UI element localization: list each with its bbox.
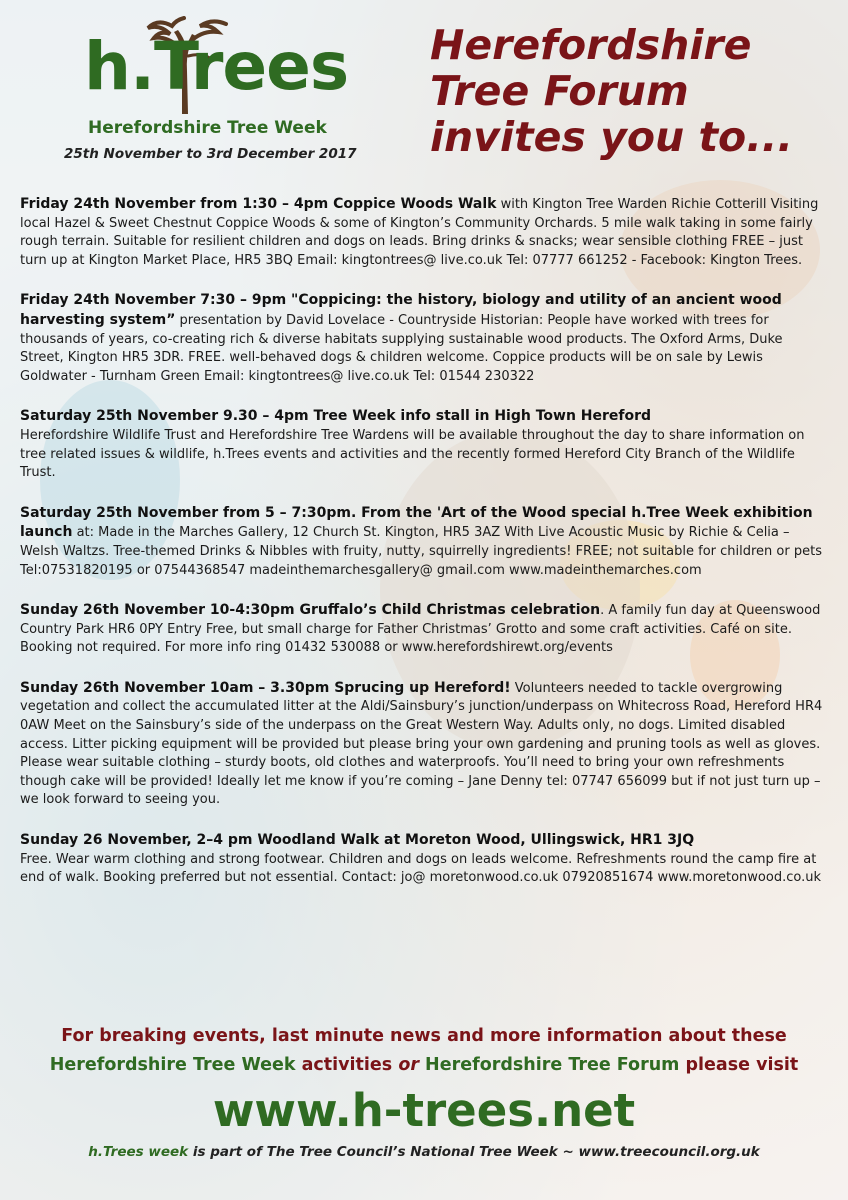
event-item xyxy=(20,504,826,580)
event-body: Volunteers needed to tackle overgrowing vegetation and collect the accumulated litter at the Aldi/Sainsbury’s junction/underpass on Whitecross Road, Hereford HR4 0AW Meet on the Sainsbury’s side of the underpass on the Great Western Way. Adults only, no dogs. Limited disabled access. Litter picking equipment will be provided but please bring your own gardening and pruning tools as well as gloves. Please wear suitable clothing – sturdy boots, old clothes and waterproofs. You’ll need to bring your own refreshments though cake will be provided! Ideally let me know if you’re coming – Jane Denny tel: 07747 656099 but if not just turn up – we look forward to seeing you. xyxy=(20,680,823,808)
logo-dates: 25th November to 3rd December 2017 xyxy=(64,146,357,162)
tagline-text: is part of The Tree Council’s National Tree Week ~ www.treecouncil.org.uk xyxy=(188,1144,760,1160)
event-item xyxy=(20,407,826,482)
forum-heading-line: Herefordshire xyxy=(430,21,752,69)
event-body: presentation by David Lovelace - Countryside Historian: People have worked with trees for thousands of years, co-creating rich & diverse habitats supplying sustainable wood products. The Oxford Arms, Duke Street, Kington HR5 3DR. FREE. well-behaved dogs & children welcome. Coppice products will be on sale by Lewis Goldwater - Turnham Green Email: kingtontrees@ live.co.uk Tel: 01544 230322 xyxy=(20,312,783,384)
event-heading: Sunday 26th November 10-4:30pm Gruffalo’s Child Christmas celebration xyxy=(20,602,601,619)
event-heading: Saturday 25th November from 5 – 7:30pm. From the 'Art of the Wood special h.Tree Week exhibition launch xyxy=(20,504,813,541)
events-list xyxy=(20,195,826,909)
footer-tagline xyxy=(0,1144,848,1160)
event-heading: Sunday 26 November, 2–4 pm Woodland Walk at Moreton Wood, Ullingswick, HR1 3JQ xyxy=(20,832,695,849)
footer-line-1: For breaking events, last minute news and more information about these xyxy=(61,1026,787,1046)
forum-heading-line: invites you to... xyxy=(430,113,793,161)
website-link[interactable]: www.h-trees.net xyxy=(212,1084,636,1137)
footer-or: or xyxy=(398,1055,419,1075)
footer-line-2 xyxy=(0,1051,848,1080)
event-body: with Kington Tree Warden Richie Cotterill Visiting local Hazel & Sweet Chestnut Coppice Woods & some of Kington’s Community Orchards. 5 mile walk taking in some fairly rough terrain. Suitable for resilient children and dogs on leads. Bring drinks & snacks; wear sensible clothing FREE – just turn up at Kington Market Place, HR5 3BQ Email: kingtontrees@ live.co.uk Tel: 07777 661252 - Facebook: Kington Trees. xyxy=(20,197,819,268)
footer-text: please visit xyxy=(679,1055,799,1075)
event-body: . A family fun day at Queenswood Country Park HR6 0PY Entry Free, but small charge for Father Christmas’ Grotto and some craft activities. Café on site. Booking not required. For more info ring 01432 530088 or www.herefordshirewt.org/events xyxy=(20,603,821,656)
event-heading: Sunday 26th November 10am – 3.30pm Sprucing up Hereford! xyxy=(20,679,511,696)
event-body: Free. Wear warm clothing and strong footwear. Children and dogs on leads welcome. Refreshments round the camp fire at end of walk. Booking preferred but not essential. Contact: jo@ moretonwood.co.uk 07920851674 www.moretonwood.co.uk xyxy=(20,851,821,886)
event-heading: Friday 24th November 7:30 – 9pm "Coppicing: the history, biology and utility of an ancient wood harvesting system” xyxy=(20,292,782,328)
event-item xyxy=(20,291,826,386)
footer-tree-week: Herefordshire Tree Week xyxy=(49,1055,296,1075)
tagline-brand: h.Trees week xyxy=(88,1144,189,1160)
forum-heading xyxy=(430,22,840,160)
event-item xyxy=(20,195,826,270)
event-item xyxy=(20,601,826,658)
logo-wordmark: h.Trees xyxy=(84,28,349,105)
footer-tree-forum: Herefordshire Tree Forum xyxy=(418,1055,680,1075)
event-body: at: Made in the Marches Gallery, 12 Church St. Kington, HR5 3AZ With Live Acoustic Music by Richie & Celia – Welsh Waltzs. Tree-themed Drinks & Nibbles with fruity, nutty, squirrelly ingredients! FREE; not suitable for children or pets Tel:07531820195 or 07544368547 madeinthemarchesgallery@ gmail.com www.madeinthemarches.com xyxy=(20,525,822,578)
event-body: Herefordshire Wildlife Trust and Herefordshire Tree Wardens will be available throughout the day to share information on tree related issues & wildlife, h.Trees events and activities and the recently formed Hereford City Branch of the Wildlife Trust. xyxy=(20,427,805,481)
event-heading: Saturday 25th November 9.30 – 4pm Tree Week info stall in High Town Hereford xyxy=(20,408,652,425)
event-item xyxy=(20,831,826,888)
logo-subtitle: Herefordshire Tree Week xyxy=(88,118,327,138)
event-heading: Friday 24th November from 1:30 – 4pm Coppice Woods Walk xyxy=(20,196,497,212)
footer-text: activities xyxy=(295,1055,399,1075)
footer xyxy=(0,1022,848,1160)
htrees-logo xyxy=(64,12,394,172)
event-item xyxy=(20,679,826,810)
forum-heading-line: Tree Forum xyxy=(430,67,689,115)
